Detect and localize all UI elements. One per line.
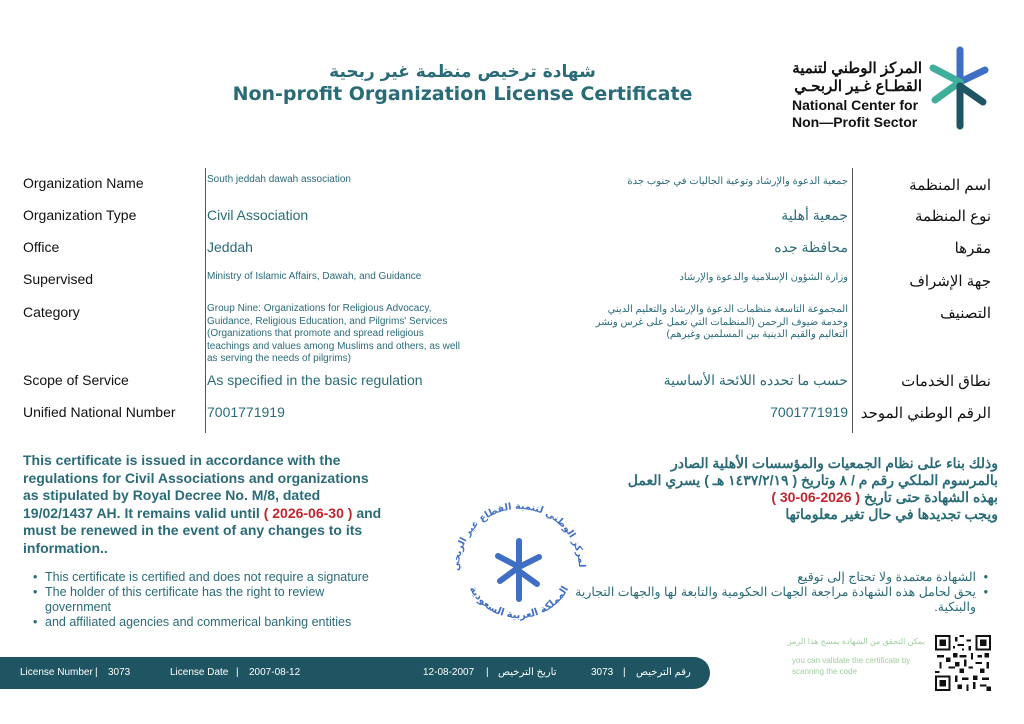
value-org-type-ar: جمعية أهلية (781, 207, 848, 223)
value-unified-number-ar: 7001771919 (770, 404, 848, 420)
brand-block (792, 60, 922, 130)
title-arabic: شهادة ترخيص منظمة غير ربحية (329, 62, 596, 82)
label-org-type-ar: نوع المنظمة (915, 208, 991, 225)
brand-name-en-1: National Center for (792, 97, 919, 113)
value-supervised-en: Ministry of Islamic Affairs, Dawah, and Guidance (207, 271, 422, 282)
row-unified-number (0, 403, 1024, 427)
license-number-ar-label: رقم الترخيص (636, 667, 691, 678)
brand-name-ar-1: المركز الوطني لتنمية (792, 60, 922, 77)
label-org-name-ar: اسم المنظمة (909, 177, 991, 194)
value-office-en: Jeddah (207, 239, 253, 255)
bullet-ar-2: • يحق لحامل هذه الشهادة مراجعة الجهات الحكومية والتابعة لها والجهات التجارية والبنكية. (538, 585, 988, 615)
value-org-type-en: Civil Association (207, 207, 309, 223)
validity-note-en (23, 452, 383, 557)
validity-date-en: ( 2026-06-30 ) (263, 504, 353, 521)
label-scope-ar: نطاق الخدمات (901, 373, 991, 390)
footer-sep-2: | (236, 667, 239, 678)
value-category-ar: المجموعة التاسعة منظمات الدعوة والإرشاد والتعليم الديني وخدمة ضيوف الرحمن (المنظمات التي تعمل على غرس ونشر التعاليم والقيم الدينية بين المسلمين وغيرهم) (595, 304, 848, 340)
label-supervised-ar: جهة الإشراف (909, 273, 991, 290)
validity-date-ar: ( 30-06-2026 ) (771, 489, 861, 505)
label-category: Category (23, 304, 80, 320)
official-seal (445, 495, 593, 643)
license-date-value: 2007-08-12 (249, 667, 301, 678)
row-supervised (0, 270, 1024, 294)
qr-code-icon[interactable] (935, 635, 991, 691)
license-date-label: License Date (170, 667, 229, 678)
validity-note-en-part1: This certificate is issued in accordance with the regulations for Civil Associations and organizations as stipulated by Royal Decree No. M/8, dated 19/02/1437 AH. It remains valid until (23, 452, 369, 521)
value-org-name-en: South jeddah dawah association (207, 174, 351, 185)
label-category-ar: التصنيف (940, 305, 991, 322)
footer-sep-4: | (623, 667, 626, 678)
validity-note-ar (618, 455, 998, 523)
value-org-name-ar: جمعية الدعوة والإرشاد وتوعية الجاليات في جنوب جدة (627, 176, 848, 187)
footer-sep-3: | (486, 667, 489, 678)
value-unified-number-en: 7001771919 (207, 404, 285, 420)
row-category (0, 303, 1024, 367)
license-date-ar-label: تاريخ الترخيص (498, 667, 557, 678)
brand-name-ar-2: القطـاع غـير الربحـي (794, 78, 922, 95)
row-scope (0, 371, 1024, 395)
license-number-value: 3073 (108, 667, 131, 678)
license-number-ar-value: 3073 (591, 667, 614, 678)
license-footer (0, 657, 710, 689)
validity-note-en-part2: and must be renewed in the event of any changes to its information.. (23, 504, 382, 556)
seal-bottom-text: المملكة العربية السعودية (466, 584, 572, 622)
label-unified-number: Unified National Number (23, 404, 176, 420)
bullets-ar (538, 570, 988, 615)
label-office-ar: مقرها (954, 240, 991, 257)
bullets-en (33, 570, 393, 630)
seal-logo-icon (498, 541, 539, 599)
value-scope-en: As specified in the basic regulation (207, 372, 423, 388)
logo-icon (925, 42, 995, 132)
label-scope: Scope of Service (23, 372, 129, 388)
label-org-name: Organization Name (23, 175, 144, 191)
bullet-en-2-cont (33, 615, 393, 630)
bullet-en-2-continuation: and affiliated agencies and commerical banking entities (45, 615, 352, 629)
row-office (0, 238, 1024, 262)
value-category-en: Group Nine: Organizations for Religious Advocacy, Guidance, Religious Education, and Pilgrims' Services (Organizations that promote and spread religious teachings and values among Muslims and others, as well as serving the needs of pilgrims) (207, 303, 460, 364)
label-unified-number-ar: الرقم الوطني الموحد (860, 405, 991, 422)
seal-top-text: لمركز الوطني لتنمية القطاع غير الربحي (450, 500, 588, 572)
label-office: Office (23, 239, 60, 255)
verify-note-en: you can validate the certificate by scanning the code (792, 656, 911, 676)
row-org-type (0, 206, 1024, 230)
bullet-en-2: • The holder of this certificate has the right to review government (33, 585, 393, 615)
license-date-ar-value: 12-08-2007 (423, 667, 475, 678)
footer-sep-1: | (95, 667, 98, 678)
bullet-en-1: • This certificate is certified and does not require a signature (33, 570, 393, 585)
title-english: Non-profit Organization License Certificate (232, 83, 693, 105)
label-supervised: Supervised (23, 271, 94, 287)
validity-note-ar-part1: وذلك بناء على نظام الجمعيات والمؤسسات الأهلية الصادر بالمرسوم الملكي رقم م / ٨ وتاريخ ( ١٤٣٧/٢/١٩ هـ ) يسري العمل بهذه الشهادة حتى تاريخ (627, 455, 998, 505)
value-supervised-ar: وزارة الشؤون الإسلامية والدعوة والإرشاد (679, 272, 848, 283)
validity-note-ar-part2: ويجب تجديدها في حال تغير معلوماتها (785, 506, 998, 522)
bullet-ar-1: • الشهادة معتمدة ولا تحتاج إلى توقيع (538, 570, 988, 585)
license-number-label: License Number (20, 667, 93, 678)
verify-note-ar: يمكن التحقق من الشهادة بمسح هذا الرمز (787, 637, 925, 646)
value-office-ar: محافظة جده (774, 239, 848, 255)
row-org-name (0, 174, 1024, 198)
verify-note (780, 636, 925, 677)
brand-name-en-2: Non—Profit Sector (792, 114, 918, 130)
value-scope-ar: حسب ما تحدده اللائحة الأساسية (663, 372, 848, 388)
label-org-type: Organization Type (23, 207, 137, 223)
